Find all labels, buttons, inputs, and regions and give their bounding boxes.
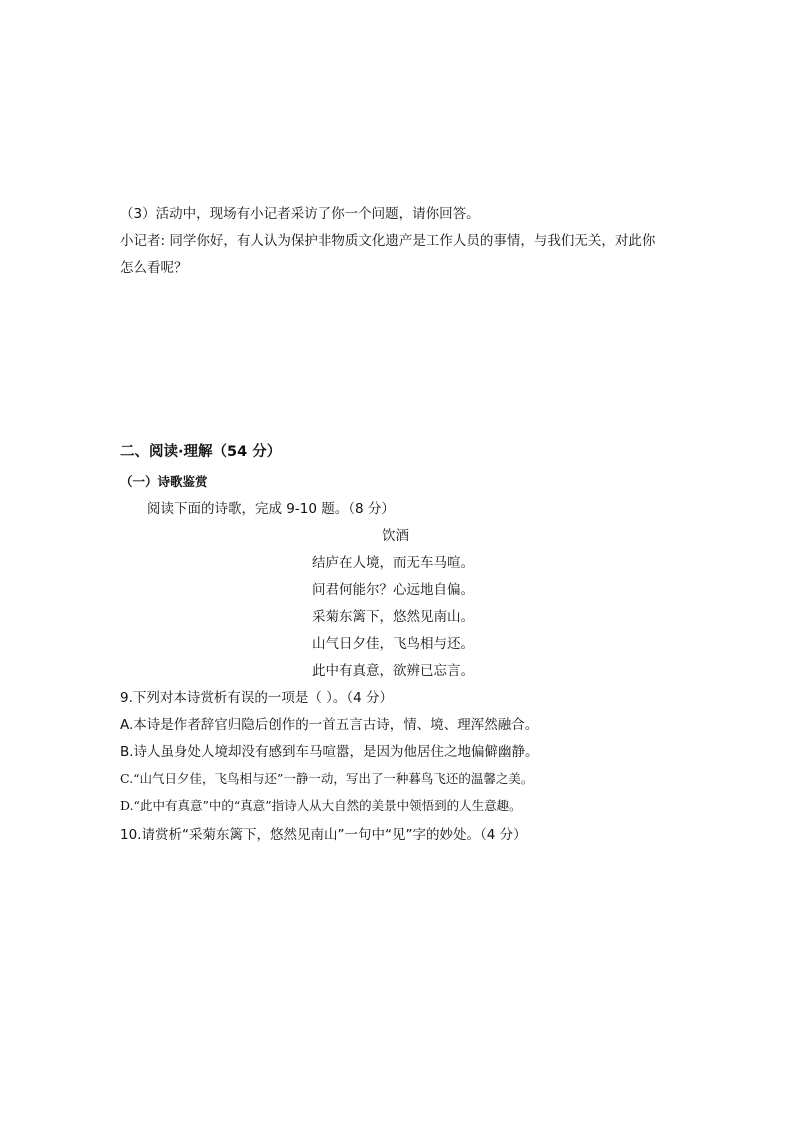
poem-line-1: 结庐在人境，而无车马喧。: [312, 555, 474, 571]
q9-option-d: D.“此中有真意”中的“真意”指诗人从大自然的美景中领悟到的人生意趣。: [120, 798, 522, 813]
section2-heading: 二、阅读·理解（54 分）: [120, 444, 282, 460]
poem-title: 饮酒: [382, 528, 409, 544]
poem-line-2: 问君何能尔？心远地自偏。: [312, 582, 474, 598]
poem-line-3: 采菊东篱下，悠然见南山。: [312, 609, 474, 625]
q3-reporter-line-1: 小记者: 同学你好，有人认为保护非物质文化遗产是工作人员的事情，与我们无关，对此你: [120, 233, 656, 249]
q3-prompt: （3）活动中，现场有小记者采访了你一个问题，请你回答。: [120, 206, 480, 222]
section2-sub-heading: （一）诗歌鉴赏: [120, 474, 208, 489]
section2-instruction: 阅读下面的诗歌，完成 9-10 题。（8 分）: [147, 501, 395, 517]
poem-line-5: 此中有真意，欲辨已忘言。: [312, 663, 474, 679]
q9-option-c: C.“山气日夕佳，飞鸟相与还”一静一动，写出了一种暮鸟飞还的温馨之美。: [120, 771, 534, 786]
q10-stem: 10.请赏析“采菊东篱下，悠然见南山”一句中“见”字的妙处。（4 分）: [120, 827, 527, 843]
q9-option-a: A.本诗是作者辞官归隐后创作的一首五言古诗，情、境、理浑然融合。: [120, 717, 539, 733]
poem-line-4: 山气日夕佳，飞鸟相与还。: [312, 636, 474, 652]
q9-option-b: B.诗人虽身处人境却没有感到车马喧嚣，是因为他居住之地偏僻幽静。: [120, 744, 539, 760]
q3-reporter-line-2: 怎么看呢？: [120, 260, 188, 276]
q9-stem: 9.下列对本诗赏析有误的一项是（ ）。（4 分）: [120, 690, 394, 706]
